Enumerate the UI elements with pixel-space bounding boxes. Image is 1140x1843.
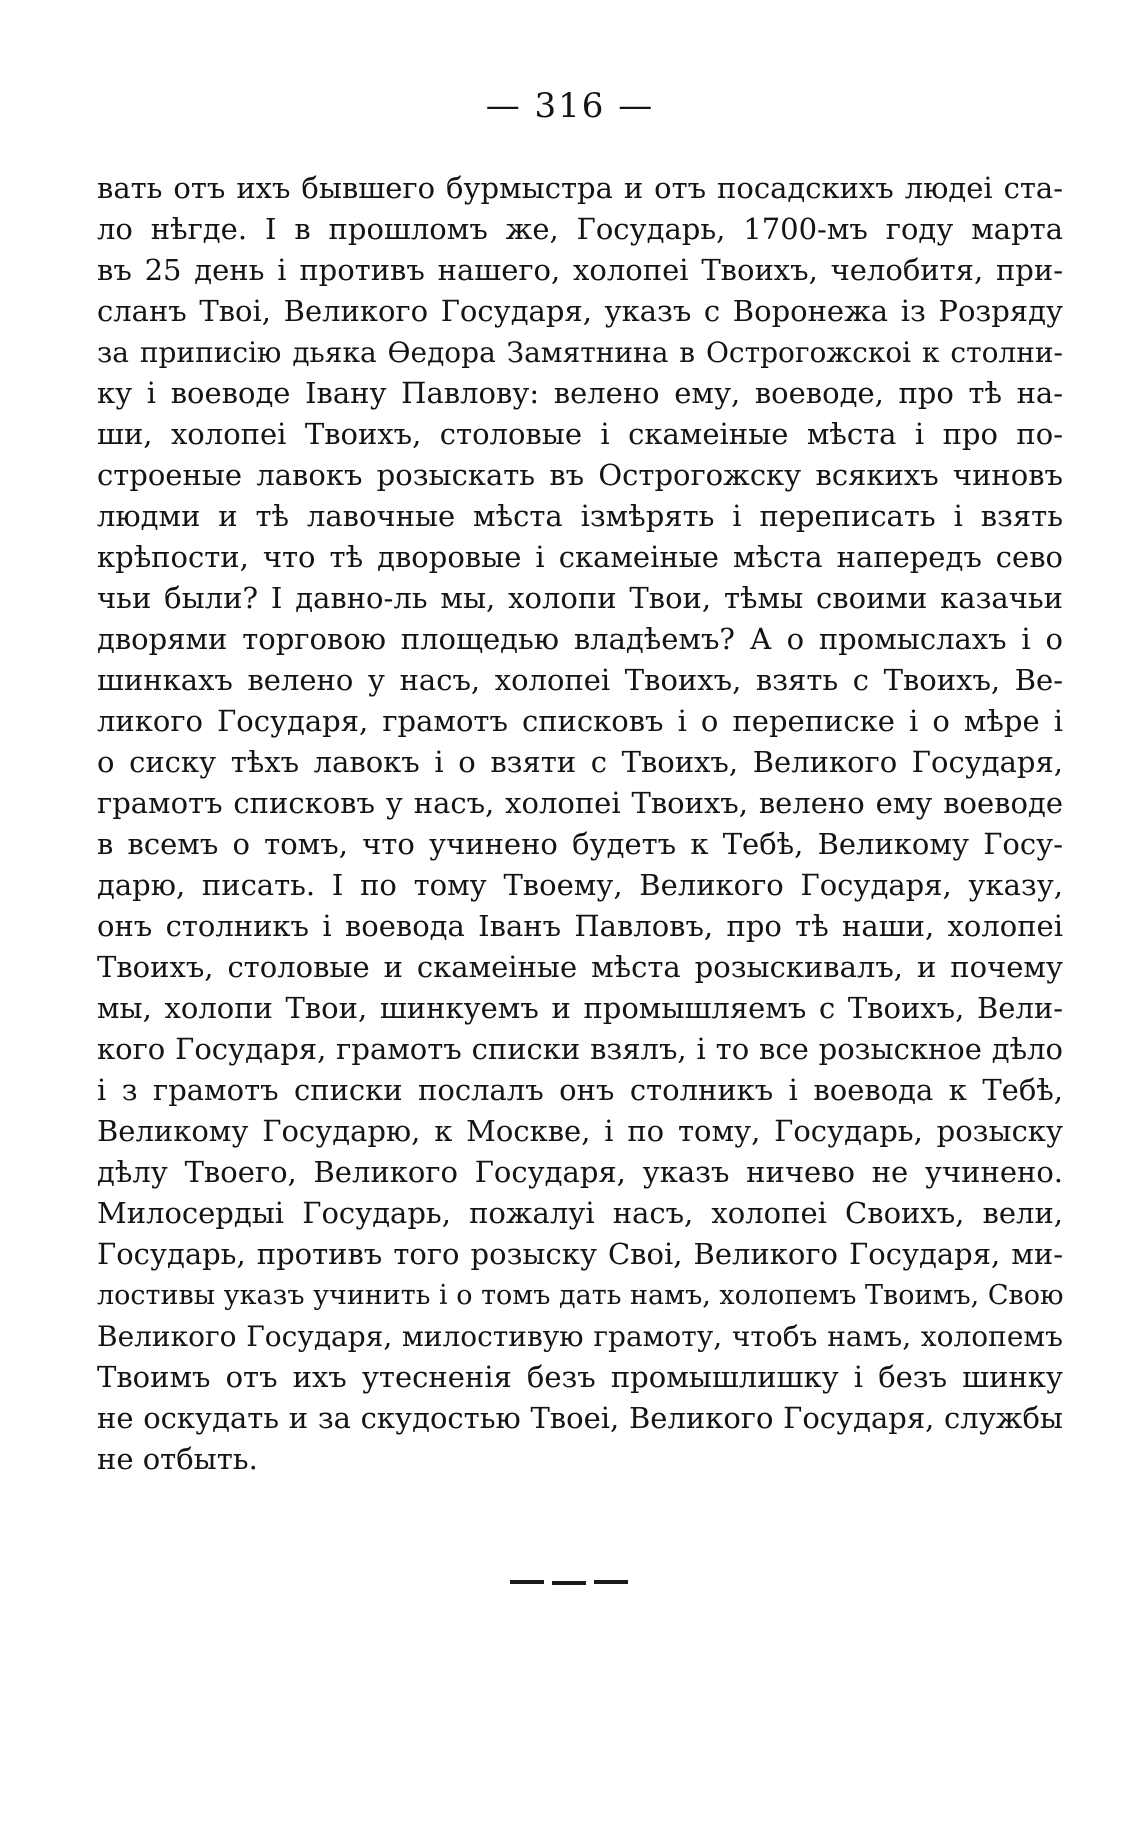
text-line: ку і воеводе Івану Павлову: велено ему, воеводе, про тѣ на- (97, 376, 1063, 410)
text-line: строеные лавокъ розыскать въ Острогожску всякихъ чиновъ (97, 458, 1063, 492)
text-line: Государь, противъ того розыску Своі, Великого Государя, ми- (97, 1237, 1063, 1271)
text-line-last: не отбыть. (97, 1442, 258, 1476)
text-line: і з грамотъ списки послалъ онъ столникъ і воевода к Тебѣ, (97, 1073, 1063, 1107)
text-line: в всемъ о томъ, что учинено будетъ к Тебѣ, Великому Госу- (97, 827, 1063, 861)
text-line: Твоихъ, столовые и скамеіные мѣста розыскивалъ, и почему (97, 950, 1063, 984)
text-line: ло нѣгде. І в прошломъ же, Государь, 1700-мъ году марта (97, 212, 1063, 246)
text-line: лостивы указъ учинить і о томъ дать намъ, холопемъ Твоимъ, Свою (97, 1280, 1063, 1311)
text-line: дѣлу Твоего, Великого Государя, указъ ничево не учинено. (97, 1155, 1063, 1189)
text-line: Великому Государю, к Москве, і по тому, Государь, розыску (97, 1114, 1063, 1148)
text-line: дворями торговою площедью владѣемъ? А о промыслахъ і о (97, 622, 1063, 656)
text-line: дарю, писать. І по тому Твоему, Великого Государя, указу, (97, 868, 1063, 902)
text-line: ши, холопеі Твоихъ, столовые і скамеіные мѣста і про по- (97, 417, 1063, 451)
text-line: Великого Государя, милостивую грамоту, чтобъ намъ, холопемъ (97, 1320, 1063, 1353)
text-line: людми и тѣ лавочные мѣста ізмѣрять і переписать і взять (97, 499, 1063, 533)
text-line: вать отъ ихъ бывшего бурмыстра и отъ посадскихъ людеі ста- (97, 171, 1063, 205)
text-line: не оскудать и за скудостью Твоеі, Великого Государя, службы (97, 1401, 1063, 1435)
body-text (97, 168, 1063, 1480)
text-line: въ 25 день і противъ нашего, холопеі Твоихъ, челобитя, при- (97, 253, 1063, 287)
text-line: Милосердыі Государь, пожалуі насъ, холопеі Своихъ, вели, (97, 1196, 1063, 1230)
text-line: ликого Государя, грамотъ списковъ і о переписке і о мѣре і (97, 704, 1063, 738)
text-line: онъ столникъ і воевода Іванъ Павловъ, про тѣ наши, холопеі (97, 909, 1063, 943)
text-line: мы, холопи Твои, шинкуемъ и промышляемъ с Твоихъ, Вели- (97, 991, 1063, 1025)
page-number: — 316 — (485, 86, 655, 126)
text-line: грамотъ списковъ у насъ, холопеі Твоихъ, велено ему воеводе (97, 786, 1063, 820)
text-line: крѣпости, что тѣ дворовые і скамеіные мѣста напередъ сево (97, 540, 1063, 574)
text-line: чьи были? І давно-ль мы, холопи Твои, тѣмы своими казачьи (97, 581, 1063, 615)
text-line: Твоимъ отъ ихъ утесненія безъ промышлишку і безъ шинку (97, 1360, 1063, 1394)
text-line: шинкахъ велено у насъ, холопеі Твоихъ, взять с Твоихъ, Ве- (97, 663, 1063, 697)
text-line: о сиску тѣхъ лавокъ і о взяти с Твоихъ, Великого Государя, (97, 745, 1063, 779)
end-rule-divider (510, 1580, 630, 1586)
text-line: за приписію дьяка Ѳедора Замятнина в Острогожскоі к столни- (97, 336, 1063, 369)
text-line: кого Государя, грамотъ списки взялъ, і то все розыскное дѣло (97, 1032, 1063, 1066)
text-line: сланъ Твоі, Великого Государя, указъ с Воронежа із Розряду (97, 294, 1063, 328)
